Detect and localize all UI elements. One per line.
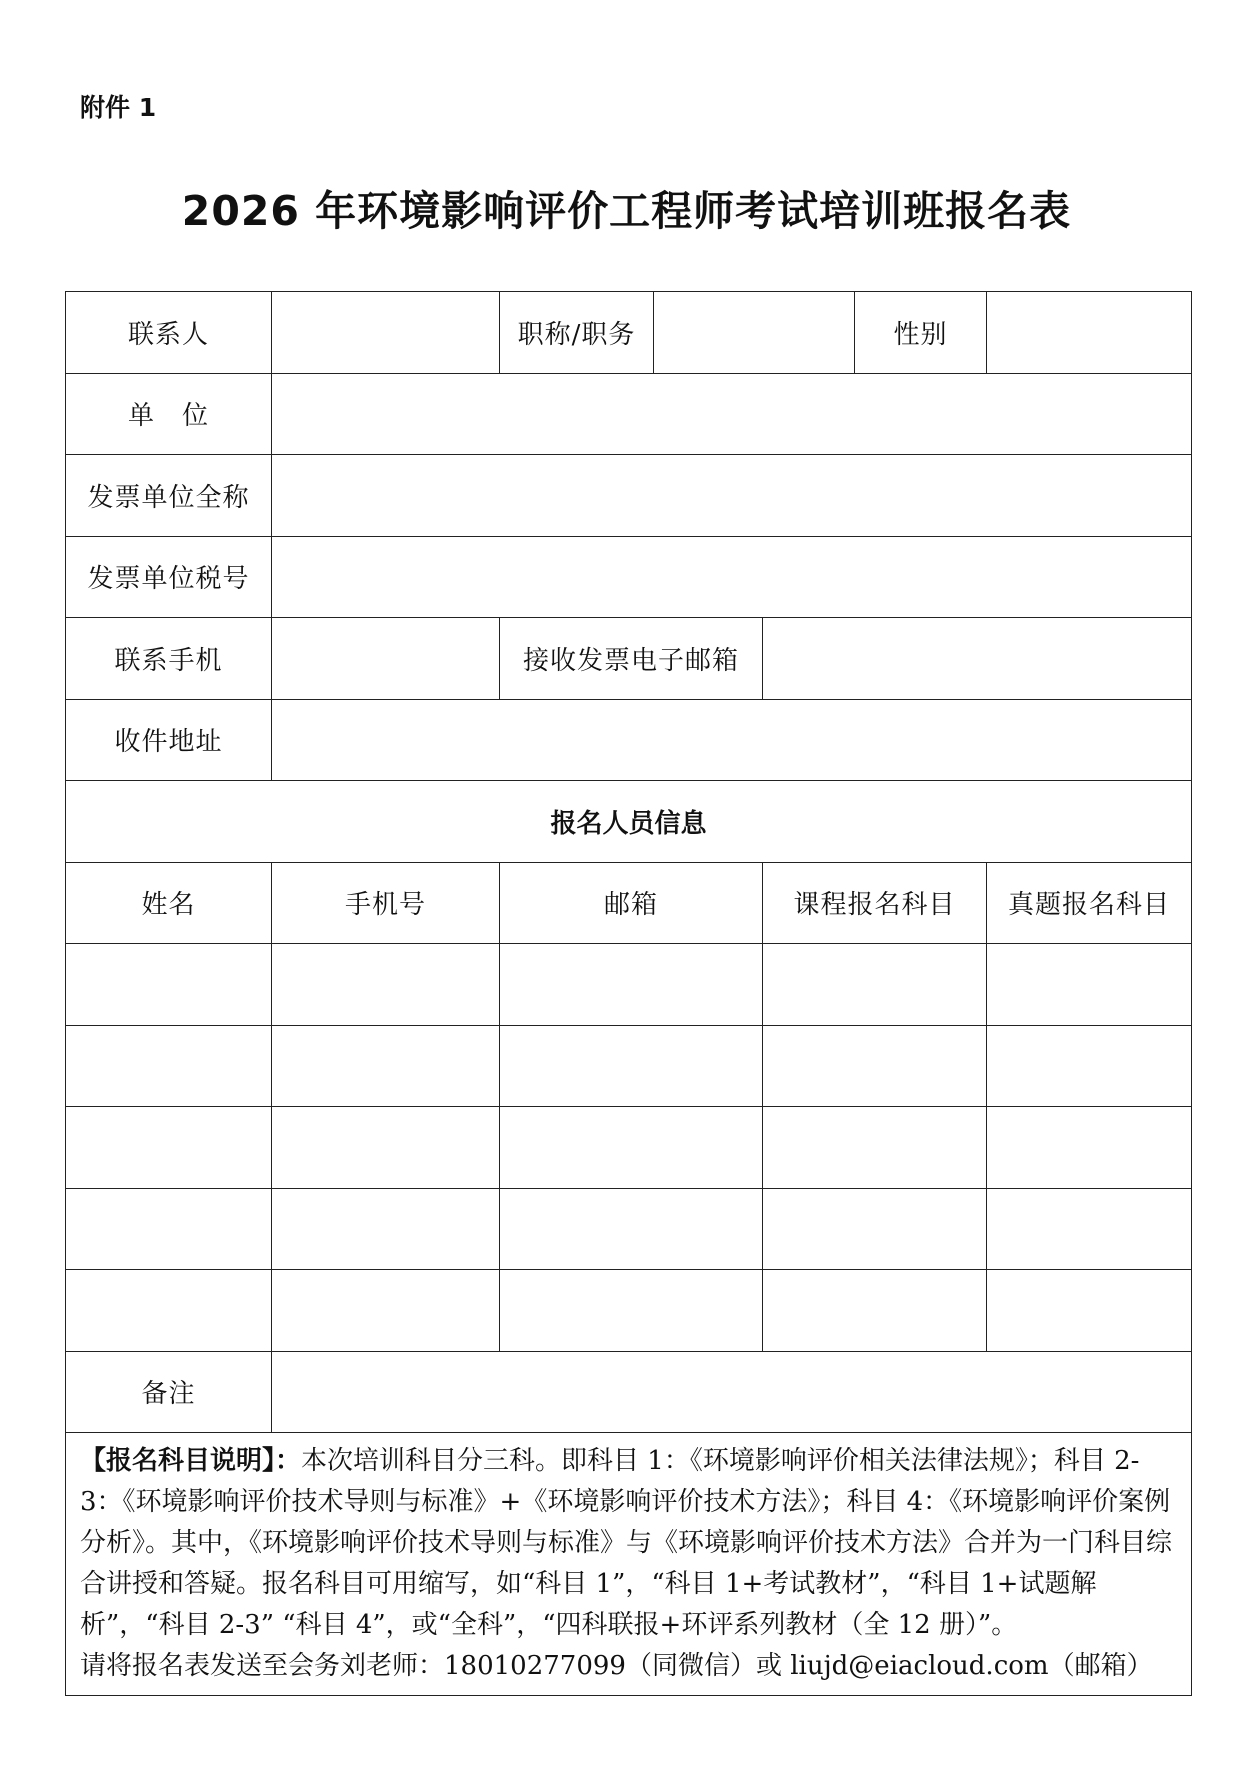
table-row — [66, 1107, 1192, 1189]
phone-cell[interactable] — [272, 944, 500, 1026]
title-position-label: 职称/职务 — [500, 292, 654, 374]
table-row — [66, 1270, 1192, 1352]
notes-body: 本次培训科目分三科。即科目 1：《环境影响评价相关法律法规》；科目 2-3：《环境影响评价技术导则与标准》+《环境影响评价技术方法》；科目 4：《环境影响评价案例分析》。其中，《环境影响评价技术导则与标准》与《环境影响评价技术方法》合并为一门科目综合讲授和答疑。报名科目可用缩写，如“科目 1”，“科目 1+考试教材”，“科目 1+试题解析”，“科目 2-3” “科目 4”，或“全科”，“四科联报+环评系列教材（全 12 册）”。 — [80, 1446, 1173, 1640]
title-position-field[interactable] — [654, 292, 855, 374]
name-cell[interactable] — [66, 1025, 272, 1107]
invoice-tax-label: 发票单位税号 — [66, 536, 272, 618]
notes-cell — [66, 1433, 1192, 1696]
table-row — [66, 944, 1192, 1026]
invoice-email-field[interactable] — [763, 618, 1192, 700]
phone-cell[interactable] — [272, 1025, 500, 1107]
course-subject-cell[interactable] — [763, 1025, 987, 1107]
column-header-course-subject: 课程报名科目 — [763, 862, 987, 944]
notes-row — [66, 1433, 1192, 1696]
address-label: 收件地址 — [66, 699, 272, 781]
course-subject-cell[interactable] — [763, 1107, 987, 1189]
column-header-exam-subject: 真题报名科目 — [987, 862, 1192, 944]
contact-label: 联系人 — [66, 292, 272, 374]
phone-cell[interactable] — [272, 1188, 500, 1270]
mobile-field[interactable] — [272, 618, 500, 700]
phone-cell[interactable] — [272, 1270, 500, 1352]
exam-subject-cell[interactable] — [987, 1188, 1192, 1270]
mobile-label: 联系手机 — [66, 618, 272, 700]
invoice-email-label: 接收发票电子邮箱 — [500, 618, 763, 700]
contact-row — [66, 292, 1192, 374]
column-header-email: 邮箱 — [500, 862, 763, 944]
notes-send-line: 请将报名表发送至会务刘老师：18010277099（同微信）或 liujd@eiacloud.com（邮箱） — [80, 1651, 1153, 1681]
section-row — [66, 781, 1192, 863]
remark-label: 备注 — [66, 1351, 272, 1433]
phone-row — [66, 618, 1192, 700]
section-title: 报名人员信息 — [66, 781, 1192, 863]
invoice-tax-field[interactable] — [272, 536, 1192, 618]
table-row — [66, 1025, 1192, 1107]
address-field[interactable] — [272, 699, 1192, 781]
exam-subject-cell[interactable] — [987, 944, 1192, 1026]
name-cell[interactable] — [66, 1188, 272, 1270]
gender-field[interactable] — [987, 292, 1192, 374]
notes-heading: 【报名科目说明】： — [80, 1446, 302, 1476]
unit-label: 单 位 — [66, 373, 272, 455]
invoice-name-field[interactable] — [272, 455, 1192, 537]
email-cell[interactable] — [500, 1025, 763, 1107]
address-row — [66, 699, 1192, 781]
email-cell[interactable] — [500, 1188, 763, 1270]
remark-row — [66, 1351, 1192, 1433]
contact-field[interactable] — [272, 292, 500, 374]
gender-label: 性别 — [855, 292, 987, 374]
column-header-name: 姓名 — [66, 862, 272, 944]
unit-row — [66, 373, 1192, 455]
course-subject-cell[interactable] — [763, 944, 987, 1026]
course-subject-cell[interactable] — [763, 1188, 987, 1270]
phone-cell[interactable] — [272, 1107, 500, 1189]
invoice-name-row — [66, 455, 1192, 537]
email-cell[interactable] — [500, 944, 763, 1026]
exam-subject-cell[interactable] — [987, 1025, 1192, 1107]
email-cell[interactable] — [500, 1270, 763, 1352]
exam-subject-cell[interactable] — [987, 1107, 1192, 1189]
course-subject-cell[interactable] — [763, 1270, 987, 1352]
invoice-tax-row — [66, 536, 1192, 618]
remark-field[interactable] — [272, 1351, 1192, 1433]
exam-subject-cell[interactable] — [987, 1270, 1192, 1352]
name-cell[interactable] — [66, 944, 272, 1026]
registration-form — [65, 291, 1192, 1696]
invoice-name-label: 发票单位全称 — [66, 455, 272, 537]
name-cell[interactable] — [66, 1107, 272, 1189]
name-cell[interactable] — [66, 1270, 272, 1352]
unit-field[interactable] — [272, 373, 1192, 455]
page-title: 2026 年环境影响评价工程师考试培训班报名表 — [181, 187, 1072, 235]
email-cell[interactable] — [500, 1107, 763, 1189]
column-header-row — [66, 862, 1192, 944]
attachment-label: 附件 1 — [80, 93, 157, 122]
table-row — [66, 1188, 1192, 1270]
column-header-phone: 手机号 — [272, 862, 500, 944]
